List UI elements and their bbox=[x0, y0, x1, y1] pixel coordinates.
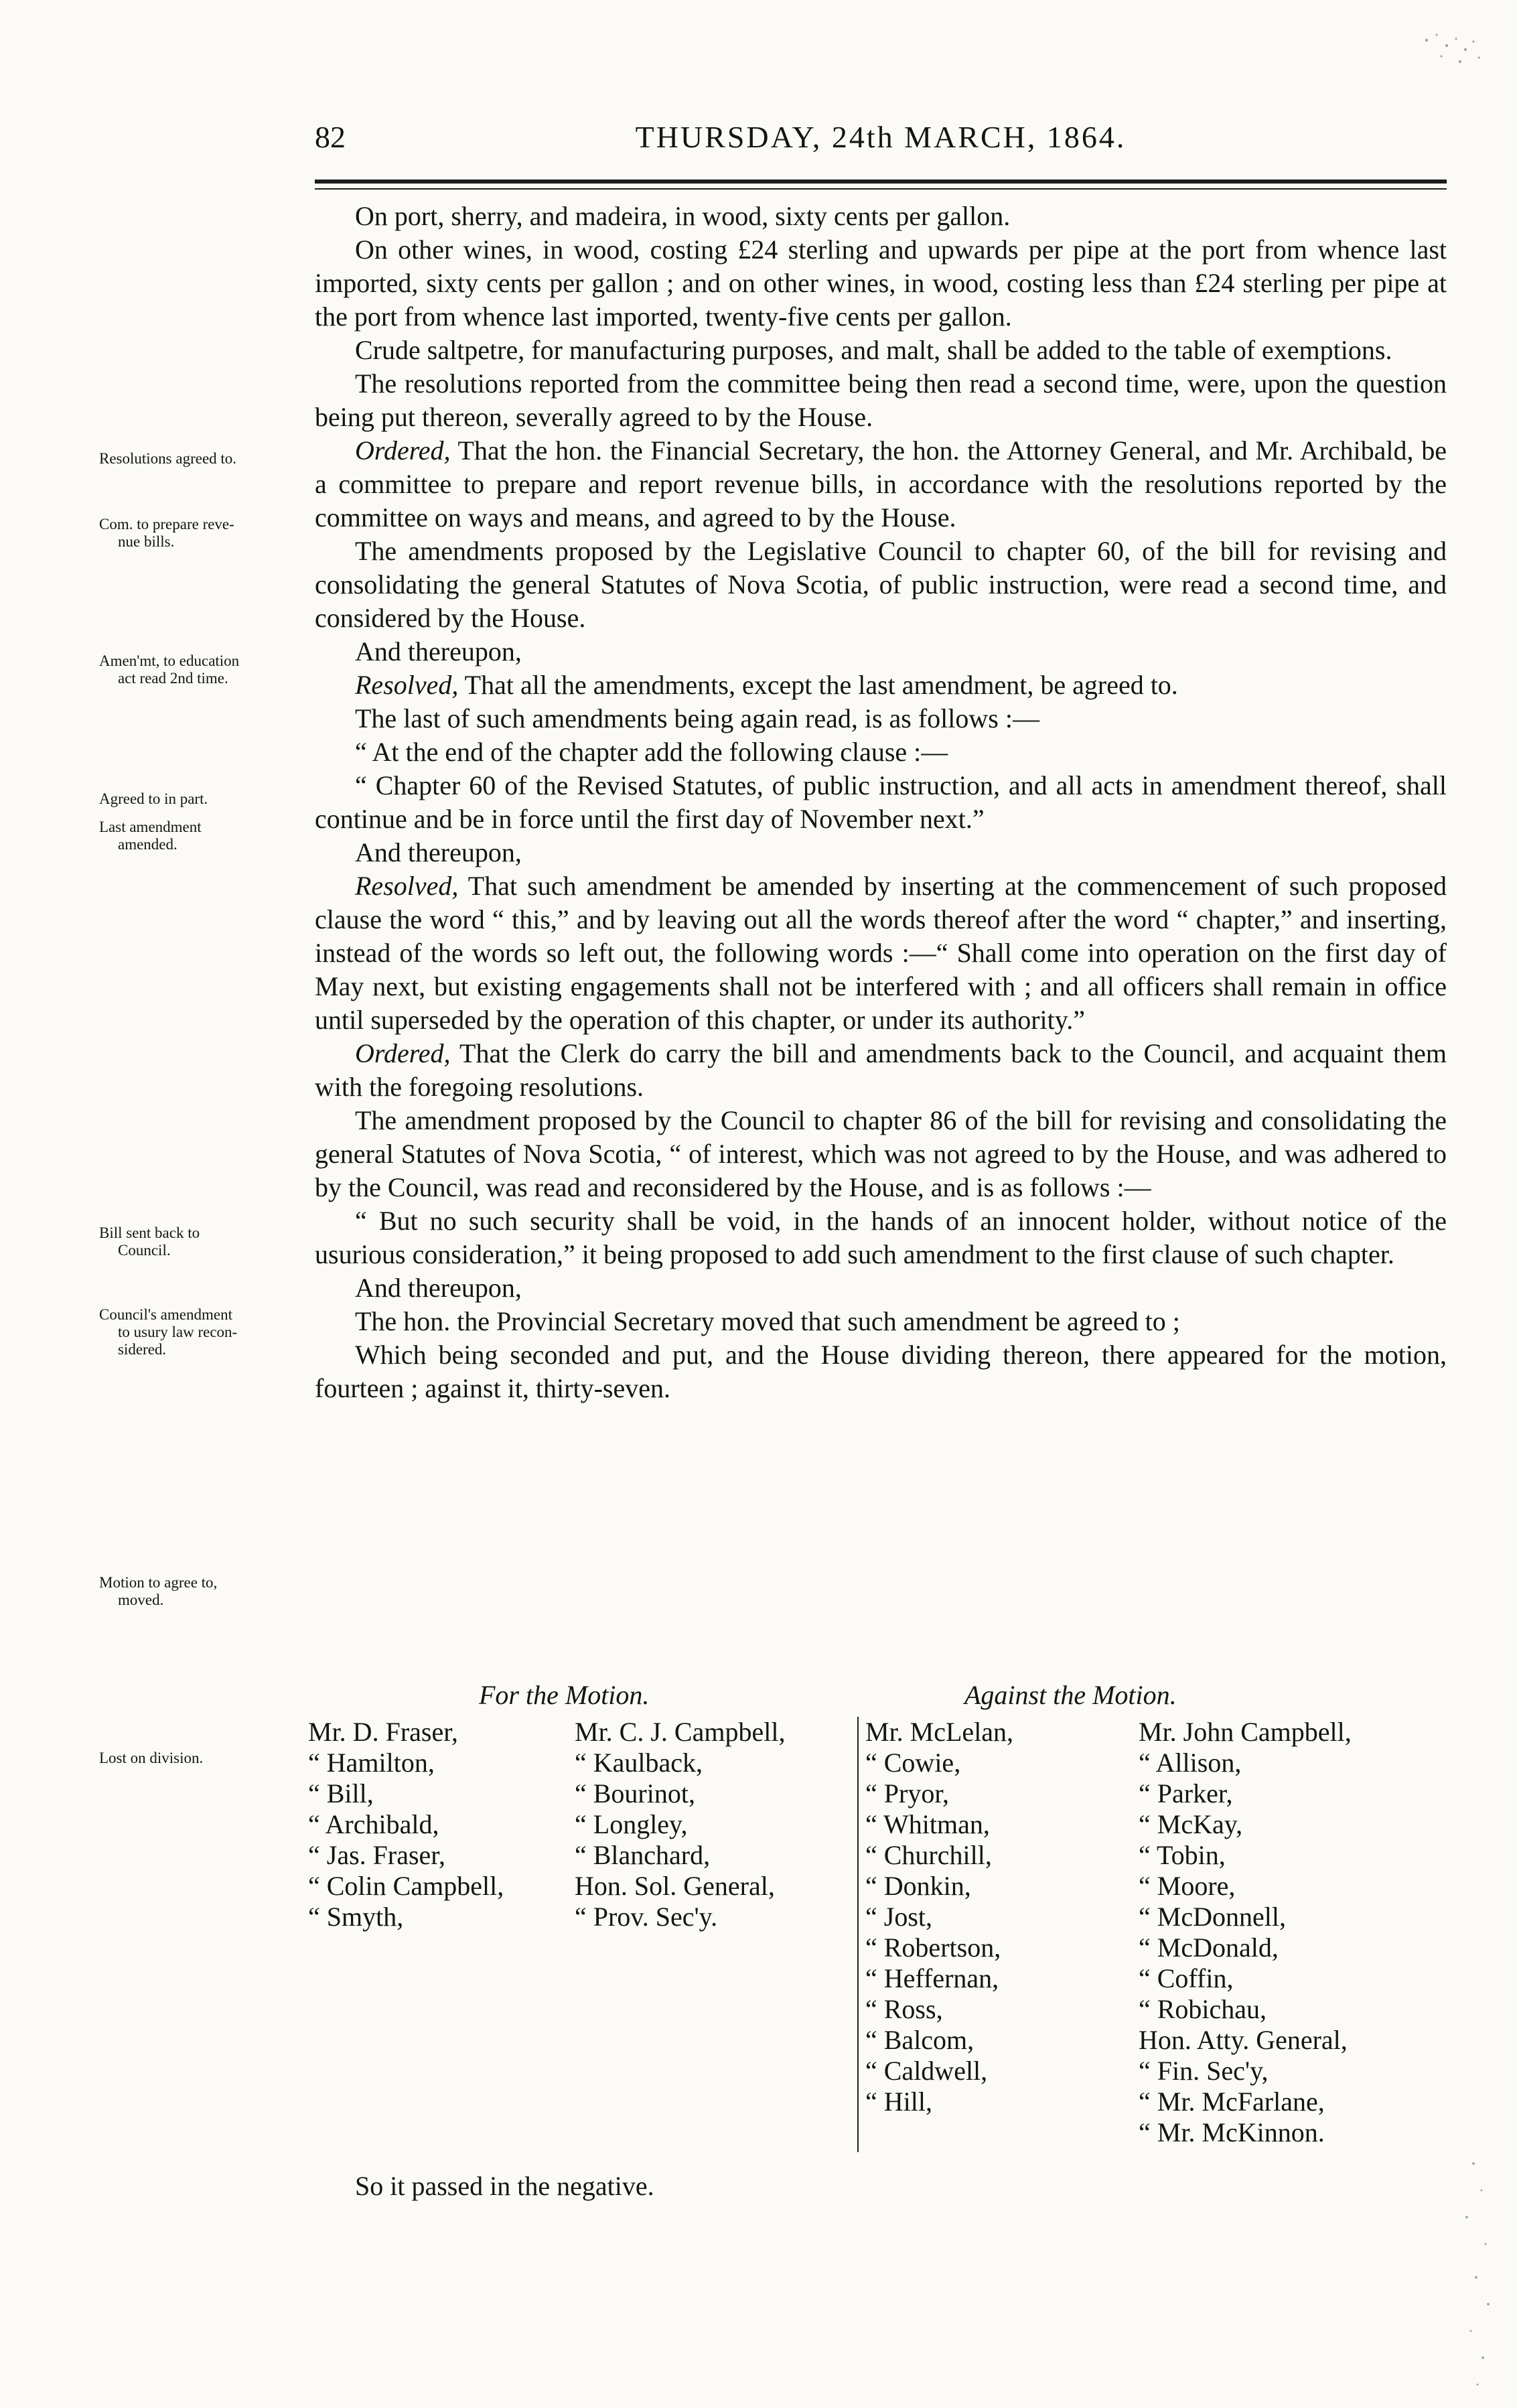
scan-specks bbox=[1413, 27, 1494, 94]
voter-name: Hon. Atty. General, bbox=[1139, 2025, 1348, 2055]
voter-name: “ Churchill, bbox=[865, 1840, 992, 1870]
paragraph: Ordered, That the Clerk do carry the bill and amendments back to the Council, and acquaint them with the foregoing resolutions. bbox=[315, 1038, 1447, 1102]
margin-note: Last amendment amended. bbox=[99, 819, 202, 853]
against-column-1 bbox=[865, 1717, 1013, 2117]
voter-name: “ Hamilton, bbox=[308, 1748, 435, 1778]
voter-name: “ Mr. McKinnon. bbox=[1139, 2117, 1325, 2147]
paragraph: The amendments proposed by the Legislative Council to chapter 60, of the bill for revising and consolidating the general Statutes of Nova Scotia, of public instruction, were read a second time, and considered by the House. bbox=[315, 536, 1447, 633]
voter-name: “ Caldwell, bbox=[865, 2056, 988, 2086]
voter-name: “ Tobin, bbox=[1139, 1840, 1226, 1870]
column-divider bbox=[857, 1717, 859, 2152]
voter-name: Mr. John Campbell, bbox=[1139, 1717, 1352, 1747]
scan-edge-noise bbox=[1427, 2143, 1494, 2398]
running-title: THURSDAY, 24th MARCH, 1864. bbox=[635, 120, 1127, 154]
paragraph: “ But no such security shall be void, in the hands of an innocent holder, without notice of the usurious consideration,” it being proposed to add such amendment to the first clause of such chapter. bbox=[315, 1206, 1447, 1269]
margin-note: Motion to agree to, moved. bbox=[99, 1574, 218, 1608]
division-list bbox=[308, 1680, 1447, 2155]
voter-name: “ Allison, bbox=[1139, 1748, 1242, 1778]
paragraph: On other wines, in wood, costing £24 sterling and upwards per pipe at the port from whence last imported, sixty cents per gallon ; and on other wines, in wood, costing less than £24 sterling per pipe at the port from whence last imported, twenty-five cents per gallon. bbox=[315, 234, 1447, 332]
paragraph: The resolutions reported from the committee being then read a second time, were, upon the question being put thereon, severally agreed to by the House. bbox=[315, 368, 1447, 432]
margin-note: Com. to prepare reve- nue bills. bbox=[99, 516, 234, 550]
margin-note: Resolutions agreed to. bbox=[99, 450, 237, 467]
voter-name: “ Smyth, bbox=[308, 1902, 404, 1932]
voter-name: “ Coffin, bbox=[1139, 1963, 1234, 1993]
voter-name: “ Archibald, bbox=[308, 1809, 439, 1839]
voter-name: Mr. McLelan, bbox=[865, 1717, 1014, 1747]
paragraph: Resolved, That such amendment be amended by inserting at the commencement of such proposed clause the word “ this,” and by leaving out all the words thereof after the word “ chapter,” and inserting, instead of the words so left out, the following words :—“ Shall come into operation on the first day of May next, but existing engagements shall not be interfered with ; and all officers shall remain in office until superseded by the operation of this chapter, or under its authority.” bbox=[315, 871, 1447, 1035]
paragraph: Ordered, That the hon. the Financial Secretary, the hon. the Attorney General, and Mr. Archibald, be a committee to prepare and report revenue bills, in accordance with the resolutions reported by the committee on ways and means, and agreed to by the House. bbox=[315, 435, 1447, 533]
margin-note: Bill sent back to Council. bbox=[99, 1224, 200, 1259]
paragraph: “ Chapter 60 of the Revised Statutes, of public instruction, and all acts in amendment thereof, shall continue and be in force until the first day of November next.” bbox=[315, 770, 1447, 834]
page-header bbox=[315, 119, 1447, 173]
against-heading: Against the Motion. bbox=[964, 1680, 1177, 1710]
voter-name: “ Colin Campbell, bbox=[308, 1871, 504, 1901]
voter-name: “ Parker, bbox=[1139, 1778, 1233, 1809]
voter-name: “ Fin. Sec'y, bbox=[1139, 2056, 1269, 2086]
page-number: 82 bbox=[315, 120, 346, 154]
body-text bbox=[315, 200, 1447, 1405]
margin-note: Lost on division. bbox=[99, 1750, 204, 1766]
header-rule bbox=[315, 180, 1447, 184]
voter-name: “ Donkin, bbox=[865, 1871, 971, 1901]
voter-name: “ Hill, bbox=[865, 2086, 932, 2117]
voter-name: “ Robertson, bbox=[865, 1932, 1001, 1963]
voter-name: “ Jost, bbox=[865, 1902, 932, 1932]
voter-name: Mr. D. Fraser, bbox=[308, 1717, 458, 1747]
voter-name: “ Kaulback, bbox=[575, 1748, 703, 1778]
margin-note: Council's amendment to usury law recon- sidered. bbox=[99, 1306, 238, 1358]
for-heading: For the Motion. bbox=[479, 1680, 650, 1710]
voter-name: “ McDonnell, bbox=[1139, 1902, 1286, 1932]
paragraph: Resolved, That all the amendments, except the last amendment, be agreed to. bbox=[355, 670, 1178, 700]
margin-note: Amen'mt, to education act read 2nd time. bbox=[99, 652, 240, 687]
paragraph: Which being seconded and put, and the House dividing thereon, there appeared for the motion, fourteen ; against it, thirty-seven. bbox=[315, 1340, 1447, 1403]
voter-name: “ Whitman, bbox=[865, 1809, 990, 1839]
paragraph: On port, sherry, and madeira, in wood, sixty cents per gallon. bbox=[355, 201, 1011, 231]
voter-name: “ Pryor, bbox=[865, 1778, 950, 1809]
paragraph: “ At the end of the chapter add the following clause :— bbox=[355, 737, 948, 767]
voter-name: “ Cowie, bbox=[865, 1748, 961, 1778]
paragraph: The hon. the Provincial Secretary moved that such amendment be agreed to ; bbox=[355, 1306, 1180, 1336]
for-column-2 bbox=[575, 1717, 785, 1932]
voter-name: “ Bill, bbox=[308, 1778, 374, 1809]
paragraph: The last of such amendments being again read, is as follows :— bbox=[355, 703, 1039, 733]
voter-name: “ Prov. Sec'y. bbox=[575, 1902, 718, 1932]
voter-name: “ Mr. McFarlane, bbox=[1139, 2086, 1325, 2117]
voter-name: “ Moore, bbox=[1139, 1871, 1236, 1901]
voter-name: “ McDonald, bbox=[1139, 1932, 1279, 1963]
voter-name: “ Robichau, bbox=[1139, 1994, 1267, 2024]
voter-name: Mr. C. J. Campbell, bbox=[575, 1717, 786, 1747]
voter-name: “ Jas. Fraser, bbox=[308, 1840, 445, 1870]
voter-name: “ Blanchard, bbox=[575, 1840, 711, 1870]
paragraph: And thereupon, bbox=[355, 1273, 522, 1303]
voter-name: “ Balcom, bbox=[865, 2025, 974, 2055]
paragraph: Crude saltpetre, for manufacturing purposes, and malt, shall be added to the table of exemptions. bbox=[355, 335, 1392, 365]
paragraph: And thereupon, bbox=[355, 837, 522, 867]
closing-line: So it passed in the negative. bbox=[355, 2171, 654, 2201]
voter-name: “ Longley, bbox=[575, 1809, 688, 1839]
paragraph: And thereupon, bbox=[355, 636, 522, 666]
header-rule-thin bbox=[315, 188, 1447, 190]
voter-name: “ McKay, bbox=[1139, 1809, 1243, 1839]
voter-name: “ Bourinot, bbox=[575, 1778, 695, 1809]
voter-name: “ Ross, bbox=[865, 1994, 943, 2024]
for-column-1 bbox=[308, 1717, 504, 1932]
voter-name: “ Heffernan, bbox=[865, 1963, 999, 1993]
against-column-2 bbox=[1139, 1717, 1352, 2148]
voter-name: Hon. Sol. General, bbox=[575, 1871, 775, 1901]
margin-note: Agreed to in part. bbox=[99, 790, 208, 807]
paragraph: The amendment proposed by the Council to chapter 86 of the bill for revising and consolidating the general Statutes of Nova Scotia, “ of interest, which was not agreed to by the House, and was adhered to by the Council, was read and reconsidered by the House, and is as follows :— bbox=[315, 1105, 1447, 1202]
